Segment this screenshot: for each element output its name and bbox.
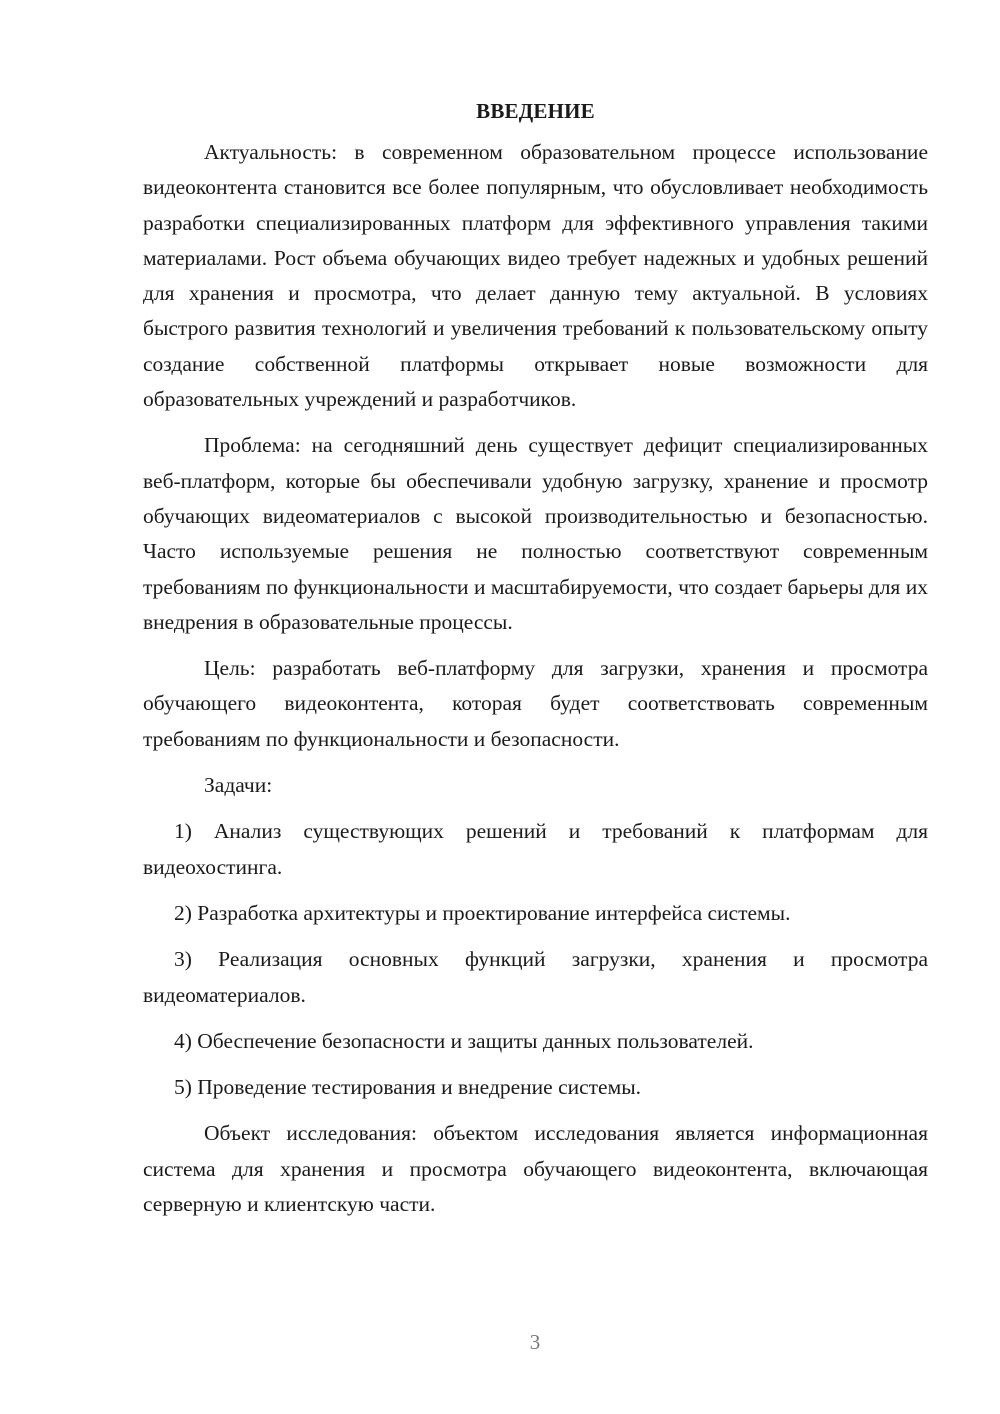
task-item-1: 1) Анализ существующих решений и требований к платформам для видеохостинга. <box>143 819 928 879</box>
task-item-4: 4) Обеспечение безопасности и защиты данных пользователей. <box>174 1028 754 1053</box>
task-item-3: 3) Реализация основных функций загрузки, хранения и просмотра видеоматериалов. <box>143 947 928 1007</box>
tasks-heading: Задачи: <box>204 773 273 798</box>
goal-paragraph: Цель: разработать веб-платформу для загрузки, хранения и просмотра обучающего видеоконтента, которая будет соответствовать современным требованиям по функциональности и безопасности. <box>143 656 928 751</box>
task-item-5: 5) Проведение тестирования и внедрение системы. <box>174 1075 642 1100</box>
page-title: ВВЕДЕНИЕ <box>476 99 595 123</box>
page-number: 3 <box>529 1330 541 1354</box>
page-content <box>143 94 928 1233</box>
relevance-paragraph: Актуальность: в современном образовательном процессе использование видеоконтента становится все более популярным, что обусловливает необходимость разработки специализированных платформ для эффективного управления такими материалами. Рост объема обучающих видео требует надежных и удобных решений для хранения и просмотра, что делает данную тему актуальной. В условиях быстрого развития технологий и увеличения требований к пользовательскому опыту создание собственной платформы открывает новые возможности для образовательных учреждений и разработчиков. <box>143 140 928 412</box>
problem-paragraph: Проблема: на сегодняшний день существует дефицит специализированных веб-платформ, которые бы обеспечивали удобную загрузку, хранение и просмотр обучающих видеоматериалов с высокой производительностью и безопасностью. Часто используемые решения не полностью соответствуют современным требованиям по функциональности и масштабируемости, что создает барьеры для их внедрения в образовательные процессы. <box>143 433 928 634</box>
object-paragraph: Объект исследования: объектом исследования является информационная система для хранения и просмотра обучающего видеоконтента, включающая серверную и клиентскую части. <box>143 1121 928 1217</box>
task-item-2: 2) Разработка архитектуры и проектирование интерфейса системы. <box>174 900 791 925</box>
